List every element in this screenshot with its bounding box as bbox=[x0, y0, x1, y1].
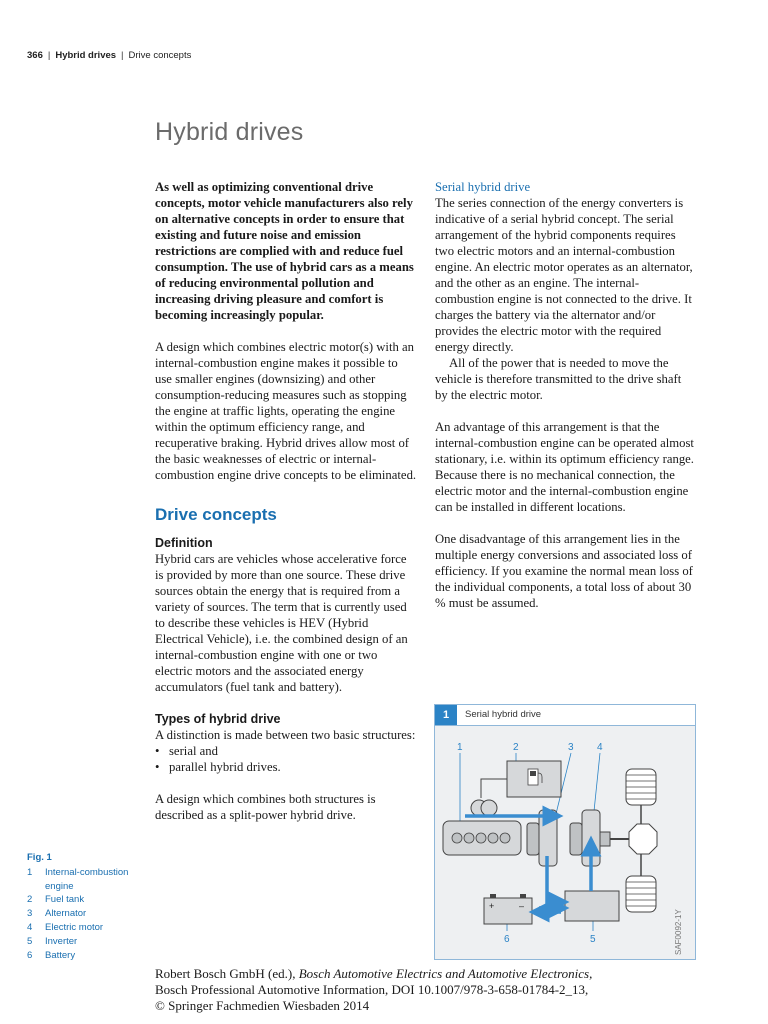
legend-text: Internal-combustion engine bbox=[45, 866, 129, 892]
chapter-title: Hybrid drives bbox=[155, 118, 304, 146]
footer-doi: Bosch Professional Automotive Information, DOI 10.1007/978-3-658-01784-2_13, bbox=[155, 982, 589, 997]
definition-heading: Definition bbox=[155, 536, 213, 550]
types-paragraph: A distinction is made between two basic structures: bbox=[155, 728, 416, 742]
figure-number: 1 bbox=[435, 705, 457, 725]
legend-number: 3 bbox=[27, 908, 33, 920]
legend-item bbox=[27, 949, 147, 963]
section-name: Hybrid drives bbox=[55, 50, 117, 61]
figure-legend bbox=[27, 851, 147, 962]
types-heading: Types of hybrid drive bbox=[155, 712, 281, 726]
legend-item bbox=[27, 866, 147, 894]
legend-number: 2 bbox=[27, 894, 33, 906]
callout-5: 5 bbox=[590, 934, 596, 945]
svg-text:–: – bbox=[519, 901, 525, 911]
callout-2: 2 bbox=[513, 742, 519, 753]
footer-copyright: © Springer Fachmedien Wiesbaden 2014 bbox=[155, 998, 370, 1013]
legend-text: Alternator bbox=[45, 908, 87, 920]
legend-text: Electric motor bbox=[45, 921, 104, 933]
fuel-line bbox=[481, 779, 507, 798]
svg-text:+: + bbox=[489, 901, 495, 911]
callout-4: 4 bbox=[597, 742, 603, 753]
paragraph: The series connection of the energy converters is indicative of a serial hybrid concept. The serial arrangement of the hybrid components requires two electric motors and an internal-combustion engine. An electric motor operates as an alternator, and the other as an engine. The internal-combustion engine is not connected to the drive. It charges the battery via the alternator and/or provides the electric motor with the required energy directly. bbox=[435, 196, 693, 354]
lead-paragraph: As well as optimizing conventional drive concepts, motor vehicle manufacturers also rely on alternative concepts in order to ensure that existing and future noise and emission restrictions are complied with and reduce fuel consumption. The use of hybrid cars as a means of reducing environmental pollution and increasing driving pleasure and comfort is becoming increasingly popular. bbox=[155, 180, 414, 322]
internal-combustion-engine bbox=[443, 800, 521, 855]
legend-item bbox=[27, 935, 147, 949]
inverter bbox=[565, 891, 619, 921]
figure-serial-hybrid bbox=[434, 704, 696, 960]
callout-6: 6 bbox=[504, 934, 510, 945]
legend-number: 1 bbox=[27, 866, 33, 878]
alternator bbox=[527, 810, 557, 866]
legend-text: Inverter bbox=[45, 935, 78, 947]
subsection-name: Drive concepts bbox=[128, 50, 192, 61]
footer-editor: Robert Bosch GmbH (ed.), bbox=[155, 966, 299, 981]
split-power-paragraph: A design which combines both structures is described as a split-power hybrid drive. bbox=[155, 792, 376, 822]
list-item: • parallel hybrid drives. bbox=[169, 759, 417, 775]
footer-book-title: Bosch Automotive Electrics and Automotive Electronics, bbox=[298, 966, 593, 981]
legend-number: 4 bbox=[27, 921, 33, 933]
legend-number: 6 bbox=[27, 949, 33, 961]
citation-footer bbox=[155, 966, 695, 1014]
paragraph: All of the power that is needed to move the vehicle is therefore transmitted to the drive shaft by the electric motor. bbox=[435, 356, 682, 402]
figure-caption: Serial hybrid drive bbox=[465, 709, 542, 720]
serial-hybrid-diagram bbox=[435, 726, 695, 958]
intro-paragraph: A design which combines electric motor(s) with an internal-combustion engine makes it possible to use smaller engines (downsizing) and other consumption-reducing measures such as stopping the engine at traffic lights, operating the engine within the optimum efficiency range, and recuperative braking. Hybrid drives allow most of the basic weaknesses of electric or internal-combustion engine drive concepts to be eliminated. bbox=[155, 340, 417, 482]
callout-3: 3 bbox=[568, 742, 574, 753]
list-item: • serial and bbox=[169, 743, 417, 759]
callout-1: 1 bbox=[457, 742, 463, 753]
figure-header bbox=[435, 705, 695, 726]
figure-code: SAF0092-1Y bbox=[674, 909, 683, 955]
running-head: 366 | Hybrid drives | Drive concepts bbox=[27, 50, 192, 61]
section-heading: Drive concepts bbox=[155, 505, 277, 524]
right-column bbox=[435, 179, 697, 611]
definition-paragraph: Hybrid cars are vehicles whose accelerative force is provided by more than one source. These drive sources obtain the energy that is required from a variety of sources. The term that is currently used to describe these vehicles is HEV (Hybrid Electrical Vehicle), i.e. the combined design of an internal-combustion engine with one or two electric motors and the associated energy accumulators (fuel tank and battery). bbox=[155, 552, 408, 694]
legend-number: 5 bbox=[27, 935, 33, 947]
paragraph: One disadvantage of this arrangement lies in the multiple energy conversions and associated loss of efficiency. If you examine the normal mean loss of the individual components, a total loss of about 30 % must be assumed. bbox=[435, 532, 693, 610]
legend-text: Battery bbox=[45, 949, 76, 961]
page-number: 366 bbox=[27, 50, 43, 61]
battery bbox=[484, 894, 532, 924]
legend-item bbox=[27, 893, 147, 907]
types-list bbox=[155, 743, 417, 775]
fuel-tank bbox=[507, 761, 561, 797]
left-column bbox=[155, 179, 417, 823]
figure-label: Fig. 1 bbox=[27, 852, 52, 863]
legend-item bbox=[27, 921, 147, 935]
legend-text: Fuel tank bbox=[45, 894, 85, 906]
legend-item bbox=[27, 907, 147, 921]
serial-hybrid-subheading: Serial hybrid drive bbox=[435, 180, 531, 194]
paragraph: An advantage of this arrangement is that the internal-combustion engine can be operated almost stationary, i.e. within its optimum efficiency range. Because there is no mechanical connection, the electric motor and the internal-combustion engine can be installed in different locations. bbox=[435, 420, 694, 514]
